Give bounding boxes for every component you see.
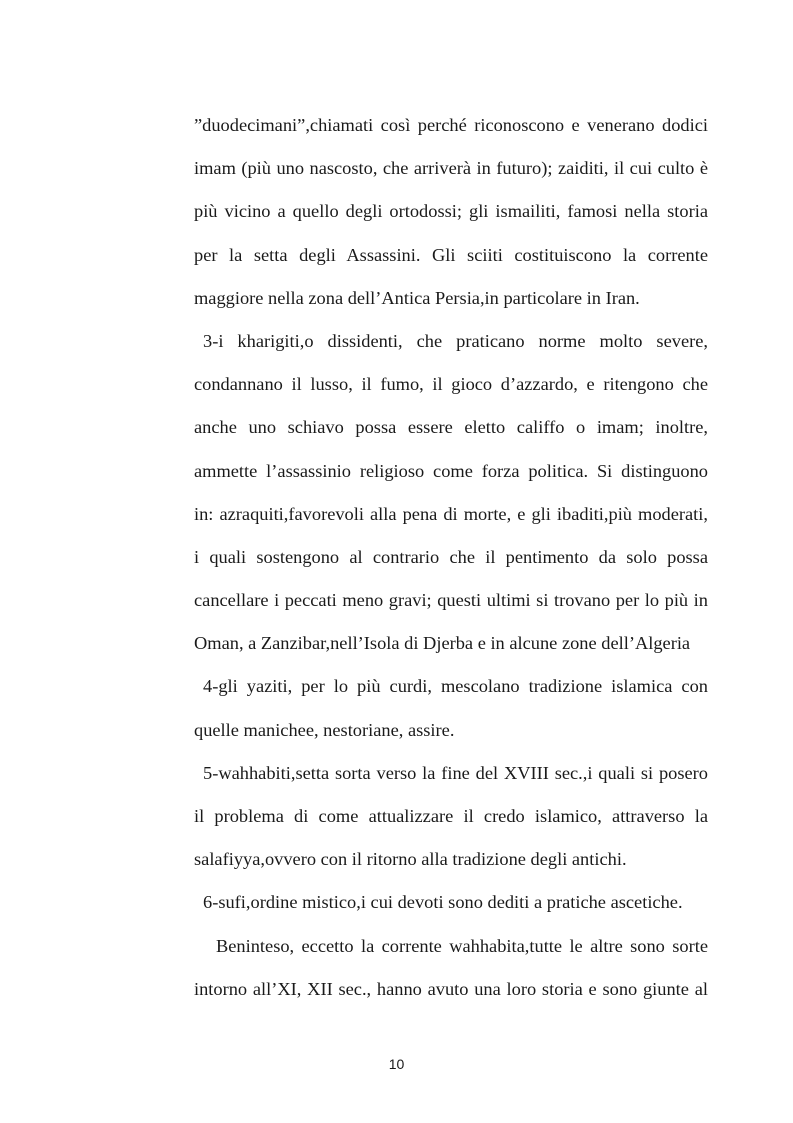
body-text [194, 104, 708, 1011]
text-line: i quali sostengono al contrario che il pentimento da solo possa [194, 546, 708, 567]
text-line: maggiore nella zona dell’Antica Persia,in particolare in Iran. [194, 287, 640, 308]
text-line: cancellare i peccati meno gravi; questi ultimi si trovano per lo più in [194, 590, 708, 611]
list-item-4-start: 4-gli yaziti, per lo più curdi, mescolano tradizione islamica con [203, 676, 708, 697]
list-item-6: 6-sufi,ordine mistico,i cui devoti sono dediti a pratiche ascetiche. [203, 892, 683, 913]
text-line: in: azraquiti,favorevoli alla pena di morte, e gli ibaditi,più moderati, [194, 503, 708, 524]
text-line: Oman, a Zanzibar,nell’Isola di Djerba e in alcune zone dell’Algeria [194, 633, 691, 654]
text-line: condannano il lusso, il fumo, il gioco d’azzardo, e ritengono che [194, 374, 708, 395]
page-number: 10 [388, 1056, 405, 1072]
list-item-3-start: 3-i kharigiti,o dissidenti, che praticano norme molto severe, [203, 330, 708, 351]
text-line: il problema di come attualizzare il credo islamico, attraverso la [194, 806, 708, 826]
paragraph-start: Beninteso, eccetto la corrente wahhabita,tutte le altre sono sorte [216, 935, 708, 956]
text-line: più vicino a quello degli ortodossi; gli ismailiti, famosi nella storia [194, 201, 708, 222]
text-line: ammette l’assassinio religioso come forza politica. Si distinguono [194, 460, 708, 481]
text-line: quelle manichee, nestoriane, assire. [194, 719, 455, 740]
list-item-5-start: 5-wahhabiti,setta sorta verso la fine del XVIII sec.,i quali si posero [203, 762, 708, 783]
text-line: imam (più uno nascosto, che arriverà in futuro); zaiditi, il cui culto è [194, 158, 708, 179]
text-line: ”duodecimani”,chiamati così perché riconoscono e venerano dodici [194, 115, 708, 135]
text-line: per la setta degli Assassini. Gli sciiti costituiscono la corrente [194, 244, 708, 265]
text-line: salafiyya,ovvero con il ritorno alla tradizione degli antichi. [194, 849, 627, 870]
text-line: intorno all’XI, XII sec., hanno avuto una loro storia e sono giunte al [194, 978, 708, 999]
text-line: anche uno schiavo possa essere eletto califfo o imam; inoltre, [194, 417, 708, 438]
